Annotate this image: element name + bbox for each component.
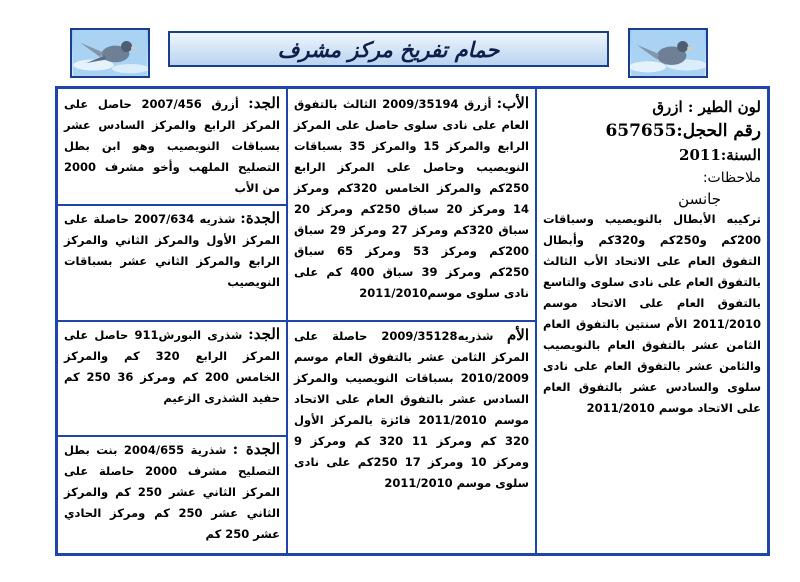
bird-year: السنة:2011	[679, 146, 761, 164]
bird-color: لون الطير : ازرق	[652, 98, 761, 116]
mother-cell	[288, 325, 535, 555]
mother-label: الأم	[506, 326, 529, 344]
bird-info	[537, 95, 767, 550]
row-divider	[58, 435, 286, 437]
pedigree-table	[55, 86, 770, 556]
grandmother-2-cell	[58, 439, 286, 553]
grandmother-1-cell	[58, 208, 286, 318]
grandfather-2-cell	[58, 324, 286, 434]
pigeon-logo-left	[70, 28, 150, 78]
pigeon-logo-right	[628, 28, 708, 78]
page-title: حمام تفريخ مركز مشرف	[277, 36, 500, 62]
grandfather-2-label: الجد:	[248, 325, 280, 343]
grandmother-1-text: شذريه 2007/634 حاصلة على المركز الأول والمركز الثاني والمركز الرابع والمركز الثاني عشر بسباقات النويصيب	[64, 212, 280, 289]
grandmother-1-label: الجدة:	[240, 209, 280, 227]
grandfather-1-label: الجد:	[248, 94, 280, 112]
grandfather-2-text: شذرى البورش911 حاصل على المركز الرابع 320 كم والمركز الخامس 200 كم ومركز 36 250 كم حفيد الشذرى الزعيم	[64, 328, 280, 405]
bird-ring-number: رقم الحجل:657655	[605, 121, 761, 141]
pigeon-icon	[630, 30, 706, 76]
grandfather-1-cell	[58, 93, 286, 203]
grandmother-2-text: شذرية 2004/655 بنت بطل التصليح مشرف 2000 حاصلة على المركز الثاني عشر 250 كم والمركز الثاني عشر 250 كم ومركز الحادي عشر 250 كم	[64, 443, 280, 541]
row-divider	[58, 204, 286, 206]
father-cell	[288, 93, 535, 319]
row-divider	[288, 320, 535, 322]
grandmother-2-label: الجدة :	[232, 440, 280, 458]
notes-label: ملاحظات:	[702, 170, 761, 186]
mother-text: شذريه2009/35128 حاصلة على المركز الثامن عشر بالتفوق العام موسم 2010/2009 بسباقات النويصيب والمركز السادس عشر بالتفوق العام على الاتحاد موسم 2011/2010 فائزة بالمركز الأول 320 كم ومركز 11 320 كم ومركز 9 ومركز 10 ومركز 17 250كم على نادى سلوى موسم 2011/2010	[294, 329, 529, 490]
father-text: أزرق 2009/35194 الثالث بالتفوق العام على نادى سلوى حاصل على المركز الرابع والمركز 15 والمركز 35 بسباقات النويصيب وحاصل على المركز الرابع 250كم والمركز الخامس 320كم ومركز 14 ومركز 20 سباق 250كم ومركز 20 سباق 320كم ومركز 27 ومركز 29 سباق 200كم ومركز 53 ومركز 65 سباق 250كم ومركز 39 سباق 400 كم على نادى سلوى موسم2011/2010	[294, 97, 529, 300]
title-banner	[168, 31, 609, 67]
row-divider	[58, 320, 286, 322]
pigeon-icon	[72, 30, 148, 76]
grandfather-1-text: أزرق 2007/456 حاصل على المركز الرابع والمركز السادس عشر بسباقات النويصيب وهو ابن بطل التصليح الملهب وأخو مشرف 2000 من الأب	[64, 97, 280, 195]
bird-name: جانسن	[678, 190, 721, 208]
bird-description: تركيبه الأبطال بالنويصيب وسباقات 200كم و250كم و320كم وأبطال التفوق العام على الاتحاد الأب الثالث بالتفوق العام على نادى سلوى والتاسع بالتفوق العام على الاتحاد موسم 2011/2010 الأم سنتين بالتفوق العام الثامن عشر بالتفوق العام بالنويصيب والثامن عشر بالتفوق العام على نادى سلوى والسادس عشر بالتفوق العام على الاتحاد موسم 2011/2010	[543, 212, 762, 415]
father-label: الأب:	[496, 94, 529, 112]
